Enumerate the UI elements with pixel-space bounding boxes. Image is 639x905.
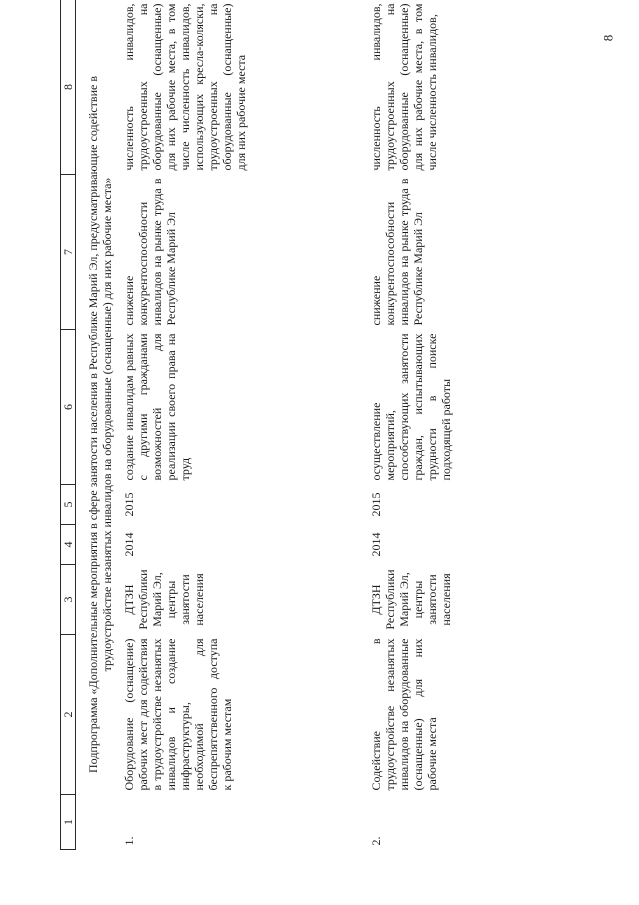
measure-name: Содействие в трудоустройстве незанятых инвалидов на оборудованные (оснащенные) для них рабочие места [369,638,439,791]
row-number: 2. [369,836,383,846]
non-implementation-consequence: снижение конкурентоспособности инвалидов на рынке труда в Республике Марий Эл [122,178,178,326]
subprogram-title-row [76,0,121,850]
expected-result: создание инвалидам равных с другими гражданами возможностей для реализации своего права на труд [122,333,192,481]
executor: ДТЗН Республики Марий Эл, центры занятости населения [122,569,206,630]
executor: ДТЗН Республики Марий Эл, центры занятости населения [369,569,453,630]
program-table [60,0,595,850]
measure-name: Оборудование (оснащение) рабочих мест для содействия в трудоустройстве незанятых инвалидов и создание инфраструктуры, необходимой для беспрепятственного доступа к рабочим местам [122,638,234,791]
start-year: 2014 [122,532,136,557]
column-header: 6 [61,330,76,485]
column-number-row [61,0,76,850]
row-number: 1. [122,836,136,846]
target-indicator: численность инвалидов, трудоустроенных на оборудованные (оснащенные) для них рабочие места, в том числе численность инвалидов, [369,3,439,171]
column-header: 8 [61,0,76,175]
column-header: 1 [61,795,76,850]
subprogram-title: Подпрограмма «Дополнительные мероприятия в сфере занятости населения в Республике Марий Эл, предусматривающие содействие в трудоустройстве незанятых инвалидов на оборудованные (оснащенные) для них рабочие места» [86,76,114,773]
table-row [367,0,595,850]
column-header: 2 [61,635,76,795]
column-header: 3 [61,565,76,635]
rotated-page-content [60,0,620,850]
target-indicator: численность инвалидов, трудоустроенных на оборудованные (оснащенные) для них рабочие места, в том числе численность инвалидов, использующих кресла-коляски, трудоустроенных на оборудованные (оснащенные) для них рабочие места [122,3,248,171]
end-year: 2015 [122,492,136,517]
expected-result: осуществление мероприятий, способствующих занятости граждан, испытывающих трудности в поиске подходящей работы [369,333,453,481]
column-header: 4 [61,525,76,565]
end-year: 2015 [369,492,383,517]
column-header: 5 [61,485,76,525]
start-year: 2014 [369,532,383,557]
table-row [120,0,367,850]
page-number: 8 [600,34,616,42]
column-header: 7 [61,175,76,330]
non-implementation-consequence: снижение конкурентоспособности инвалидов на рынке труда в Республике Марий Эл [369,178,425,326]
